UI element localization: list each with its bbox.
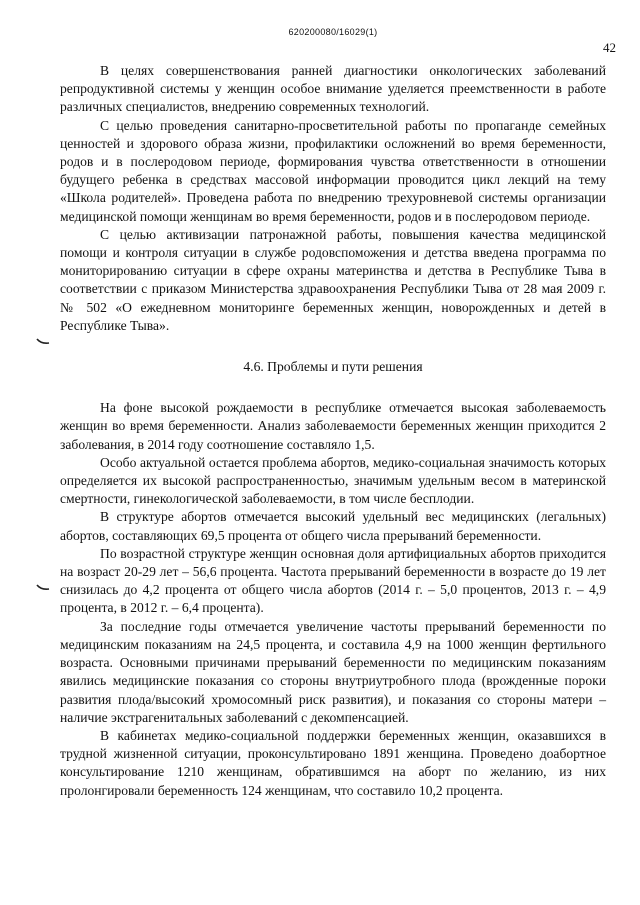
- page-number: 42: [603, 40, 616, 55]
- paragraph: В целях совершенствования ранней диагностики онкологических заболеваний репродуктивной системы у женщин особое внимание уделяется преемственности в работе различных специалистов, внедрению современных технологий.: [60, 63, 606, 115]
- document-body: [60, 62, 606, 800]
- section-heading: 4.6. Проблемы и пути решения: [243, 359, 423, 375]
- paragraph: Особо актуальной остается проблема абортов, медико-социальная значимость которых определяется их высокой распространенностью, значимым удельным весом в материнской смертности, гинекологической заболеваемости, в том числе бесплодии.: [60, 454, 606, 507]
- paragraph: В структуре абортов отмечается высокий удельный вес медицинских (легальных) абортов, составляющих 69,5 процента от общего числа прерываний беременности.: [60, 509, 606, 543]
- paragraph: С целью активизации патронажной работы, повышения качества медицинской помощи и контроля ситуации в службе родовспоможения и детства введена программа по мониторированию ситуации в сфере охраны материнства и детства в Республике Тыва в соответствии с приказом Министерства здравоохранения Республики Тыва от 28 мая 2009 г. № 502 «О ежедневном мониторинге беременных женщин, новорожденных и детей в Республике Тыва».: [60, 226, 606, 333]
- paragraph: С целью проведения санитарно-просветительной работы по пропаганде семейных ценностей и здорового образа жизни, профилактики осложнений во время беременности, родов и в послеродовом периоде, формирования чувства ответственности в отношении будущего ребенка в средствах массовой информации проводится цикл лекций на тему «Школа родителей». Проведена работа по внедрению трехуровневой системы организации медицинской помощи женщинам во время беременности, родов и в послеродовом периоде.: [60, 117, 606, 224]
- paragraph: В кабинетах медико-социальной поддержки беременных женщин, оказавшихся в трудной жизненной ситуации, проконсультировано 1891 женщина. Проведено доабортное консультирование 1210 женщинам, обратившимся на аборт по желанию, из них пролонгировали беременность 124 женщинам, что составило 10,2 процента.: [60, 727, 606, 798]
- paragraph: По возрастной структуре женщин основная доля артифициальных абортов приходится на возраст 20-29 лет – 56,6 процента. Частота прерываний беременности в возрасте до 19 лет снизилась до 4,2 процента от общего числа абортов (2014 г. – 5,0 процентов, 2013 г. – 4,9 процента, в 2012 г. – 6,4 процента).: [60, 545, 606, 616]
- document-id: 620200080/16029(1): [288, 27, 378, 37]
- margin-tick-mark-icon: [36, 584, 48, 590]
- paragraph: За последние годы отмечается увеличение частоты прерываний беременности по медицинским показаниям на 24,5 процента, и составила 4,9 на 1000 женщин фертильного возраста. Основными причинами прерываний беременности по медицинским показаниям явились медицинские показания со стороны внутриутробного плода (врожденные пороки развития плода/высокий хромосомный риск развития), и показания со стороны матери – наличие экстрагенитальных заболеваний с декомпенсацией.: [60, 618, 606, 725]
- margin-tick-mark-icon: [36, 338, 48, 344]
- paragraph: На фоне высокой рождаемости в республике отмечается высокая заболеваемость женщин во время беременности. Анализ заболеваемости беременных женщин приходится 2 заболевания, в 2014 году соотношение составляло 1,5.: [60, 400, 606, 452]
